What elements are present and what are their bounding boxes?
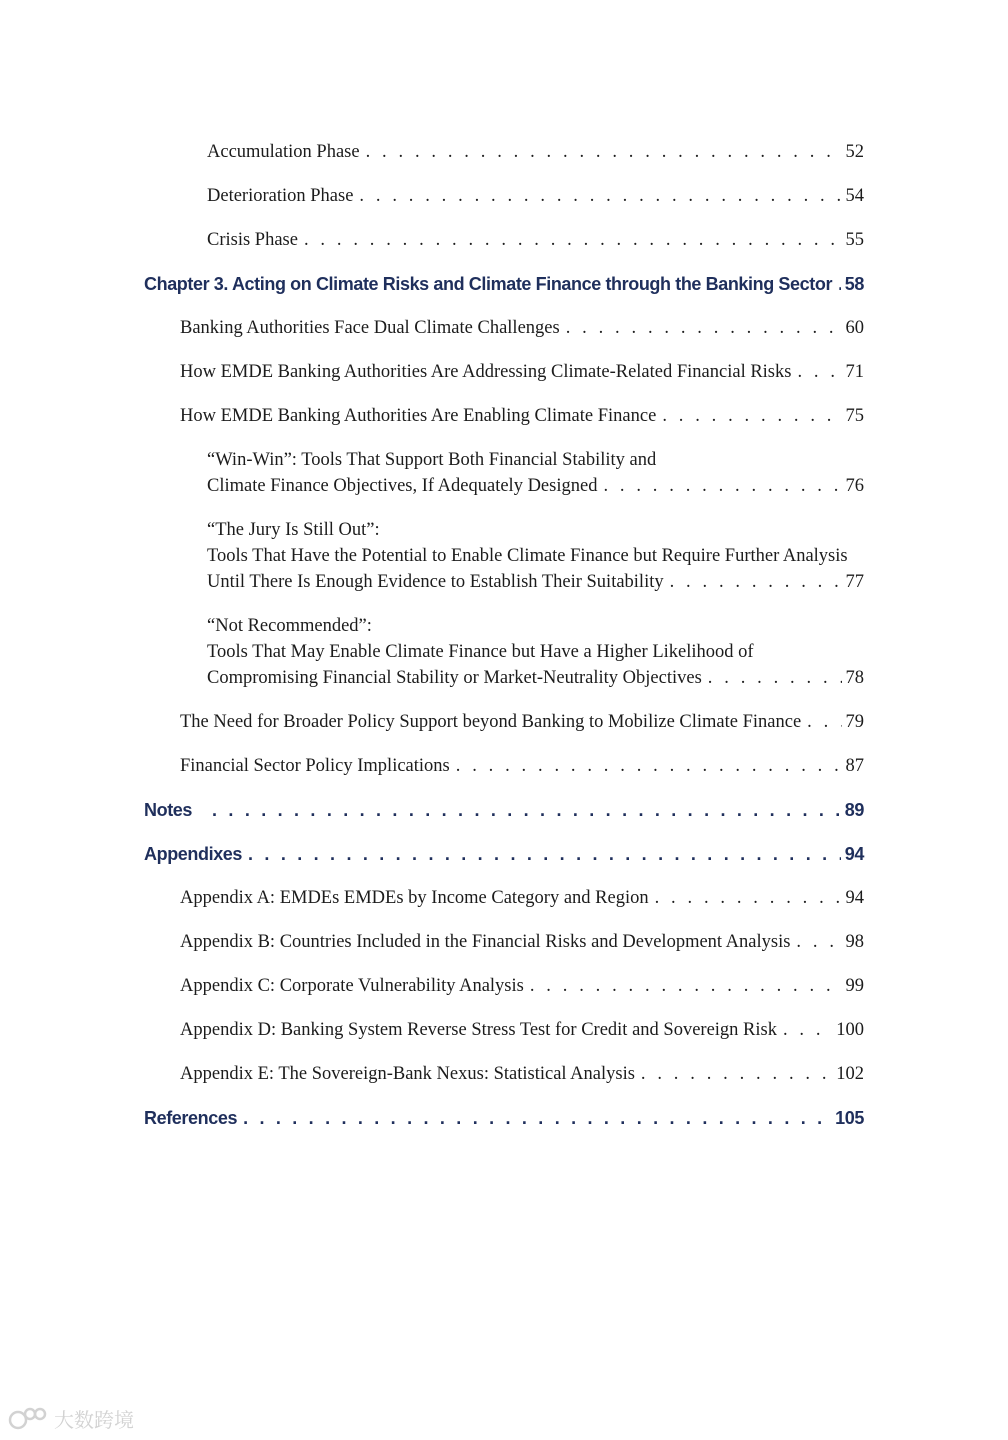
toc-page-number: 99	[845, 976, 864, 996]
toc-entry-accumulation-phase[interactable]	[207, 139, 864, 165]
toc-entry-line: Tools That May Enable Climate Finance but Have a Higher Likelihood of	[207, 642, 754, 662]
toc-entry-title: Appendixes	[144, 844, 243, 864]
dot-leader	[304, 227, 842, 253]
toc-entry-title: Financial Sector Policy Implications	[180, 756, 450, 776]
dot-leader	[212, 797, 841, 823]
watermark-logo-icon	[8, 1406, 48, 1432]
toc-page-number: 52	[845, 142, 864, 162]
toc-entry-enabling-finance[interactable]	[180, 403, 864, 429]
toc-entry-title: How EMDE Banking Authorities Are Addressing Climate-Related Financial Risks	[180, 362, 792, 382]
dot-leader	[359, 183, 841, 209]
toc-appendix-b[interactable]	[180, 929, 864, 955]
dot-leader	[603, 473, 841, 499]
toc-appendix-a[interactable]	[180, 885, 864, 911]
toc-entry-line: “Win-Win”: Tools That Support Both Financial Stability and	[207, 450, 657, 470]
toc-entry-broader-policy-support[interactable]	[180, 709, 864, 735]
toc-entry-policy-implications[interactable]	[180, 753, 864, 779]
dot-leader	[566, 315, 842, 341]
toc-page-number: 102	[836, 1064, 864, 1084]
toc-entry-title: Crisis Phase	[207, 230, 298, 250]
toc-page-number: 54	[845, 186, 864, 206]
toc-entry-title: References	[144, 1108, 238, 1128]
toc-entry-title: Appendix C: Corporate Vulnerability Analysis	[180, 976, 524, 996]
toc-entry-dual-climate-challenges[interactable]	[180, 315, 864, 341]
toc-page-number: 105	[835, 1108, 864, 1128]
dot-leader	[243, 1105, 831, 1131]
toc-page-number: 98	[845, 932, 864, 952]
dot-leader	[783, 1017, 832, 1043]
toc-entry-deterioration-phase[interactable]	[207, 183, 864, 209]
toc-entry-title: Accumulation Phase	[207, 142, 360, 162]
toc-chapter-3[interactable]	[144, 271, 864, 297]
toc-page-number: 76	[845, 476, 864, 496]
toc-entry-jury-still-out[interactable]	[207, 517, 864, 595]
watermark	[8, 1404, 134, 1433]
toc-page-number: 77	[845, 572, 864, 592]
toc-entry-title: The Need for Broader Policy Support beyond Banking to Mobilize Climate Finance	[180, 712, 802, 732]
toc-notes[interactable]	[144, 797, 864, 823]
toc-page-number: 71	[845, 362, 864, 382]
toc-page-number: 87	[845, 756, 864, 776]
toc-page-number: 58	[844, 274, 864, 294]
toc-entry-title: Appendix D: Banking System Reverse Stress Test for Credit and Sovereign Risk	[180, 1020, 777, 1040]
dot-leader	[796, 929, 841, 955]
toc-entry-title: Chapter 3. Acting on Climate Risks and Climate Finance through the Banking Sector	[144, 274, 833, 294]
toc-appendix-d[interactable]	[180, 1017, 864, 1043]
watermark-text: 大数跨境	[54, 1408, 134, 1432]
toc-entry-line: “Not Recommended”:	[207, 616, 372, 636]
toc-entry-addressing-risks[interactable]	[180, 359, 864, 385]
dot-leader	[708, 665, 842, 691]
toc-appendix-e[interactable]	[180, 1061, 864, 1087]
toc-entry-title: Appendix B: Countries Included in the Financial Risks and Development Analysis	[180, 932, 791, 952]
dot-leader	[838, 271, 841, 297]
toc-entry-title: Until There Is Enough Evidence to Establish Their Suitability	[207, 572, 664, 592]
dot-leader	[456, 753, 842, 779]
toc-appendixes[interactable]	[144, 841, 864, 867]
toc-page-number: 55	[845, 230, 864, 250]
toc-page-number: 89	[844, 800, 864, 820]
dot-leader	[807, 709, 841, 735]
toc-entry-title: How EMDE Banking Authorities Are Enabling Climate Finance	[180, 406, 657, 426]
toc-entry-title: Banking Authorities Face Dual Climate Challenges	[180, 318, 560, 338]
dot-leader	[662, 403, 841, 429]
toc-page-number: 78	[845, 668, 864, 688]
dot-leader	[670, 569, 842, 595]
dot-leader	[248, 841, 841, 867]
toc-page-number: 75	[845, 406, 864, 426]
toc-entry-not-recommended[interactable]	[207, 613, 864, 691]
toc-references[interactable]	[144, 1105, 864, 1131]
toc-entry-title: Appendix E: The Sovereign-Bank Nexus: Statistical Analysis	[180, 1064, 635, 1084]
toc-page-number: 79	[845, 712, 864, 732]
toc-entry-line: Tools That Have the Potential to Enable Climate Finance but Require Further Analysis	[207, 546, 848, 566]
toc-entry-crisis-phase[interactable]	[207, 227, 864, 253]
dot-leader	[797, 359, 841, 385]
toc-page-number: 100	[836, 1020, 864, 1040]
toc-appendix-c[interactable]	[180, 973, 864, 999]
toc-page-number: 60	[845, 318, 864, 338]
dot-leader	[366, 139, 842, 165]
toc-page-number: 94	[844, 844, 864, 864]
toc-entry-title: Compromising Financial Stability or Market-Neutrality Objectives	[207, 668, 702, 688]
toc-entry-line: “The Jury Is Still Out”:	[207, 520, 380, 540]
dot-leader	[530, 973, 842, 999]
toc-page-number: 94	[845, 888, 864, 908]
dot-leader	[641, 1061, 832, 1087]
dot-leader	[655, 885, 842, 911]
toc-entry-win-win[interactable]	[207, 447, 864, 499]
toc-entry-title: Climate Finance Objectives, If Adequately Designed	[207, 476, 598, 496]
toc-entry-title: Appendix A: EMDEs EMDEs by Income Category and Region	[180, 888, 649, 908]
toc-entry-title: Deterioration Phase	[207, 186, 354, 206]
toc-entry-title: Notes	[144, 800, 193, 820]
